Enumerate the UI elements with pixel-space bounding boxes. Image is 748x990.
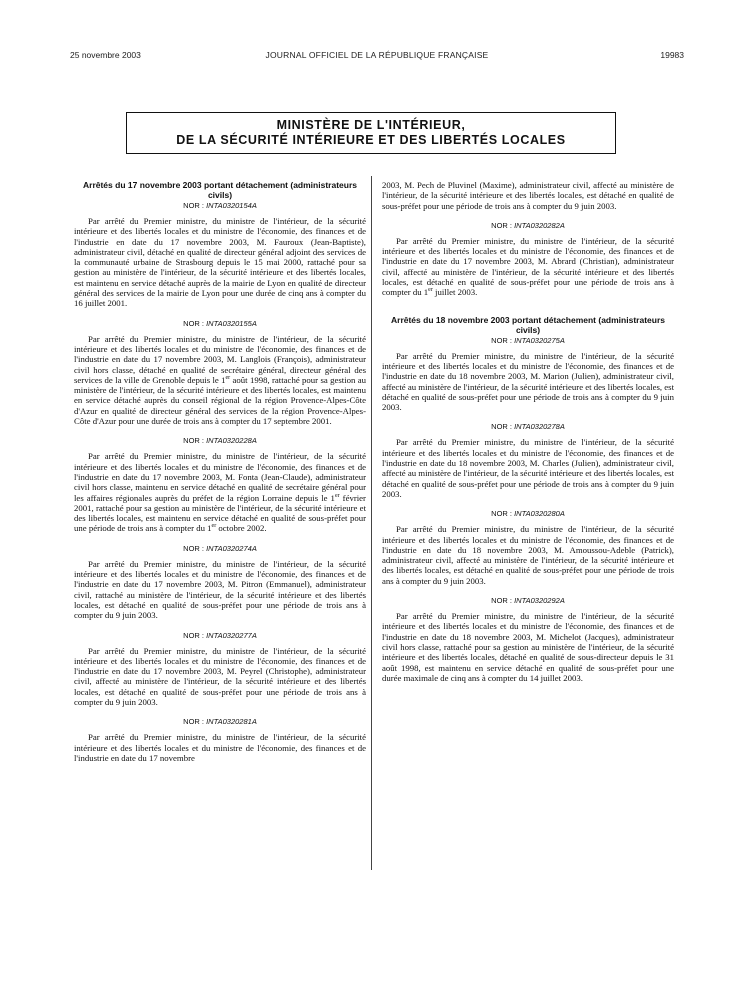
decree-paragraph: Par arrêté du Premier ministre, du ministre de l'intérieur, de la sécurité intérieure et des libertés locales et du ministre de l'économie, des finances et de l'industrie en date du 18 novembre 2003, M. Amoussou-Adeble (Patrick), administrateur civil, affecté au ministère de l'intérieur, de la sécurité intérieure et des libertés locales, est détaché en qualité de sous-préfet pour une période de trois ans à compter du 9 juin 2003. <box>382 524 674 586</box>
right-column <box>382 180 674 683</box>
nor-reference: NOR : INTA0320282A <box>491 220 565 230</box>
decree-paragraph: Par arrêté du Premier ministre, du ministre de l'intérieur, de la sécurité intérieure et des libertés locales et du ministre de l'économie, des finances et de l'industrie en date du 17 novembre <box>74 732 366 763</box>
decree-paragraph: Par arrêté du Premier ministre, du ministre de l'intérieur, de la sécurité intérieure et des libertés locales et du ministre de l'économie, des finances et de l'industrie en date du 17 novembre 2003, M. Langlois (François), administrateur civil hors classe, détaché en qualité de secrétaire général, directeur général des services de la ville de Grenoble depuis le 1er août 1998, rattaché pour sa gestion au ministère de l'intérieur, de la sécurité intérieure et des libertés locales, est maintenu en service détaché auprès du conseil régional de la région Provence-Alpes-Côte d'Azur en qualité de directeur général des services de la région Provence-Alpes-Côte d'Azur pour une durée de trois ans à compter du 17 septembre 2001. <box>74 333 366 427</box>
header-page-number: 19983 <box>660 50 684 60</box>
left-column <box>74 180 366 763</box>
decree-paragraph: Par arrêté du Premier ministre, du ministre de l'intérieur, de la sécurité intérieure et des libertés locales et du ministre de l'économie, des finances et de l'industrie en date du 17 novembre 2003, M. Pitron (Emmanuel), administrateur civil, rattaché au ministère de l'intérieur, de la sécurité intérieure et des libertés locales, est détaché en qualité de sous-préfet pour une période de trois ans à compter du 9 juin 2003. <box>74 558 366 621</box>
nor-reference: NOR : INTA0320274A <box>183 543 257 553</box>
decree-paragraph: Par arrêté du Premier ministre, du ministre de l'intérieur, de la sécurité intérieure et des libertés locales et du ministre de l'économie, des finances et de l'industrie en date du 18 novembre 2003, M. Marion (Julien), administrateur civil, affecté au ministère de l'intérieur, de la sécurité intérieure et des libertés locales, est détaché en qualité de sous-préfet pour une période de trois ans à compter du 9 juin 2003. <box>382 350 674 413</box>
nor-reference: NOR : INTA0320280A <box>491 509 565 519</box>
nor-reference: NOR : INTA0320275A <box>491 335 565 345</box>
nor-reference: NOR : INTA0320155A <box>183 318 257 328</box>
running-header <box>70 50 684 62</box>
ministry-banner <box>126 112 616 154</box>
section-title: Arrêtés du 18 novembre 2003 portant détachement (administrateurs civils) <box>391 314 665 335</box>
decree-paragraph: Par arrêté du Premier ministre, du ministre de l'intérieur, de la sécurité intérieure et des libertés locales et du ministre de l'économie, des finances et de l'industrie en date du 18 novembre 2003, M. Charles (Julien), administrateur civil, affecté au ministère de l'intérieur, de la sécurité intérieure et des libertés locales, est détaché en qualité de sous-préfet pour une période de trois ans à compter du 9 juin 2003. <box>382 437 674 499</box>
nor-reference: NOR : INTA0320292A <box>491 596 565 606</box>
nor-reference: NOR : INTA0320277A <box>183 630 257 640</box>
header-journal-title: JOURNAL OFFICIEL DE LA RÉPUBLIQUE FRANÇAISE <box>265 50 489 60</box>
ministry-line-1: MINISTÈRE DE L'INTÉRIEUR, <box>276 118 466 132</box>
nor-reference: NOR : INTA0320154A <box>183 201 257 210</box>
nor-reference: NOR : INTA0320228A <box>183 436 257 446</box>
column-divider <box>371 176 372 870</box>
nor-reference: NOR : INTA0320278A <box>491 422 565 432</box>
decree-paragraph: Par arrêté du Premier ministre, du ministre de l'intérieur, de la sécurité intérieure et des libertés locales et du ministre de l'économie, des finances et de l'industrie en date du 18 novembre 2003, M. Michelot (Jacques), administrateur civil hors classe, rattaché pour sa gestion au ministère de l'intérieur, de la sécurité intérieure et des libertés locales, détaché en qualité de sous-directeur depuis le 31 août 1998, est maintenu en service détaché en qualité de sous-préfet pour une durée maximale de cinq ans à compter du 14 juillet 2003. <box>382 611 674 683</box>
decree-paragraph: Par arrêté du Premier ministre, du ministre de l'intérieur, de la sécurité intérieure et des libertés locales et du ministre de l'économie, des finances et de l'industrie en date du 17 novembre 2003, M. Abrard (Christian), administrateur civil, affecté au ministère de l'intérieur, de la sécurité intérieure et des libertés locales, est détaché en qualité de sous-préfet pour une période de trois ans à compter du 1er juillet 2003. <box>382 235 674 298</box>
nor-reference: NOR : INTA0320281A <box>183 717 257 727</box>
decree-paragraph-continued: 2003, M. Pech de Pluvinel (Maxime), administrateur civil, affecté au ministère de l'intérieur, de la sécurité intérieure et des libertés locales, est détaché en qualité de sous-préfet pour une période de trois ans à compter du 9 juin 2003. <box>382 180 674 211</box>
ministry-line-2: DE LA SÉCURITÉ INTÉRIEURE ET DES LIBERTÉS LOCALES <box>176 133 566 147</box>
header-date: 25 novembre 2003 <box>70 50 141 60</box>
section-title: Arrêtés du 17 novembre 2003 portant détachement (administrateurs civils) <box>83 180 357 200</box>
decree-paragraph: Par arrêté du Premier ministre, du ministre de l'intérieur, de la sécurité intérieure et des libertés locales et du ministre de l'économie, des finances et de l'industrie en date du 17 novembre 2003, M. Fauroux (Jean-Baptiste), administrateur civil, détaché en qualité de directeur général adjoint des services de la communauté urbaine de Strasbourg depuis le 15 mai 2000, rattaché pour sa gestion au ministère de l'intérieur, de la sécurité intérieure et des libertés locales, est maintenu en service détaché auprès de la mairie de Lyon en qualité de directeur général des services de la mairie de Lyon pour une durée de cinq ans à compter du 16 juillet 2001. <box>74 216 366 309</box>
decree-paragraph: Par arrêté du Premier ministre, du ministre de l'intérieur, de la sécurité intérieure et des libertés locales et du ministre de l'économie, des finances et de l'industrie en date du 17 novembre 2003, M. Peyrel (Christophe), administrateur civil, affecté au ministère de l'intérieur, de la sécurité intérieure et des libertés locales, est détaché en qualité de sous-préfet pour une période de trois ans à compter du 9 juin 2003. <box>74 645 366 707</box>
decree-paragraph: Par arrêté du Premier ministre, du ministre de l'intérieur, de la sécurité intérieure et des libertés locales et du ministre de l'économie, des finances et de l'industrie en date du 17 novembre 2003, M. Fonta (Jean-Claude), administrateur civil hors classe, maintenu en service détaché en qualité de secrétaire général pour les affaires régionales auprès du préfet de la région Lorraine depuis le 1er février 2001, rattaché pour sa gestion au ministère de l'intérieur, de la sécurité intérieure et des libertés locales, est maintenu en service détaché en qualité de sous-préfet pour une période de trois ans à compter du 1er octobre 2002. <box>74 451 366 534</box>
